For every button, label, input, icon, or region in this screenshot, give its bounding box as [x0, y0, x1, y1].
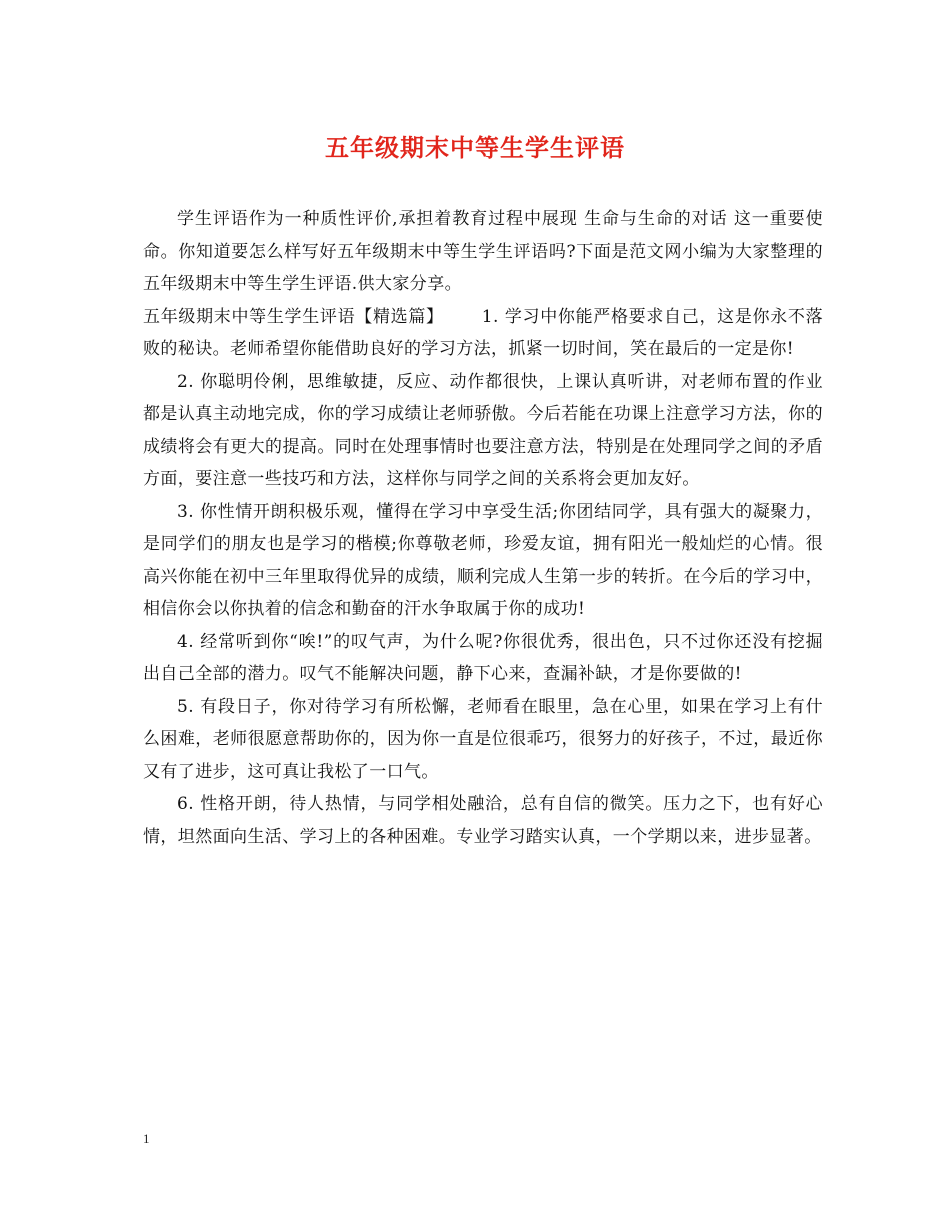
section-heading: 五年级期末中等生学生评语【精选篇】 — [143, 306, 444, 327]
comment-item-4: 4. 经常听到你“唉!”的叹气声，为什么呢?你很优秀，很出色，只不过你还没有挖掘出自己全部的潜力。叹气不能解决问题，静下心来，查漏补缺，才是你要做的! — [143, 631, 823, 684]
intro-paragraph: 学生评语作为一种质性评价,承担着教育过程中展现 生命与生命的对话 这一重要使命。你知道要怎么样写好五年级期末中等生学生评语吗?下面是范文网小编为大家整理的五年级期末中等生学生评语.供大家分享。 — [143, 209, 823, 294]
comment-item-3: 3. 你性情开朗积极乐观，懂得在学习中享受生活;你团结同学，具有强大的凝聚力，是同学们的朋友也是学习的楷模;你尊敬老师，珍爱友谊，拥有阳光一般灿烂的心情。很高兴你能在初中三年里取得优异的成绩，顺利完成人生第一步的转折。在今后的学习中，相信你会以你执着的信念和勤奋的汗水争取属于你的成功! — [143, 501, 823, 619]
comment-item-1: 1. 学习中你能严格要求自己，这是你永不落败的秘诀。老师希望你能借助良好的学习方法，抓紧一切时间，笑在最后的一定是你! — [143, 306, 823, 359]
section-paragraph — [143, 301, 823, 366]
comment-item-5: 5. 有段日子，你对待学习有所松懈，老师看在眼里，急在心里，如果在学习上有什么困难，老师很愿意帮助你的，因为你一直是位很乖巧，很努力的好孩子，不过，最近你又有了进步，这可真让我松了一口气。 — [143, 696, 823, 782]
document-body — [143, 203, 823, 853]
comment-item-6: 6. 性格开朗，待人热情，与同学相处融洽，总有自信的微笑。压力之下，也有好心情，坦然面向生活、学习上的各种困难。专业学习踏实认真，一个学期以来，进步显著。 — [143, 794, 823, 847]
page-number: 1 — [143, 1131, 150, 1146]
comment-item-2: 2. 你聪明伶俐，思维敏捷，反应、动作都很快，上课认真听讲，对老师布置的作业都是认真主动地完成，你的学习成绩让老师骄傲。今后若能在功课上注意学习方法，你的成绩将会有更大的提高。同时在处理事情时也要注意方法，特别是在处理同学之间的矛盾方面，要注意一些技巧和方法，这样你与同学之间的关系将会更加友好。 — [143, 371, 823, 489]
page-title: 五年级期末中等生学生评语 — [325, 134, 625, 162]
